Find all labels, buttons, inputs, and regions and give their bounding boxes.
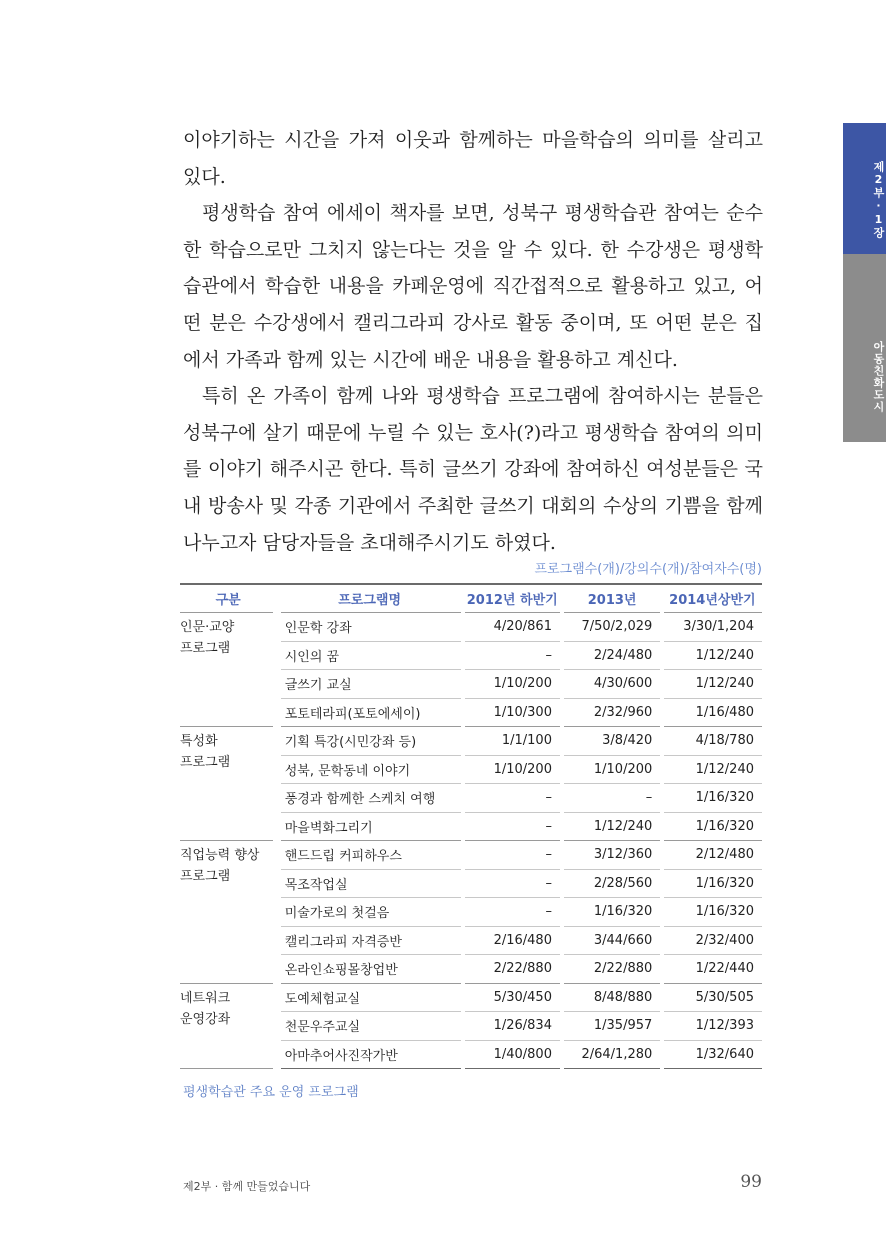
body-paragraph: 특히 온 가족이 함께 나와 평생학습 프로그램에 참여하시는 분들은 성북구에 살기 때문에 누릴 수 있는 호사(?)라고 평생학습 참여의 의미를 이야기 해주시곤 한다. 특히 글쓰기 강좌에 참여하신 여성분들은 국내 방송사 및 각종 기관에서 주최한 글쓰기 대회의 수상의 기쁨을 함께 나누고자 담당자들을 초대해주시기도 하였다. bbox=[183, 385, 763, 554]
program-name-cell: 캘리그라피 자격증반 bbox=[277, 926, 463, 955]
category-cell: 네트워크 운영강좌 bbox=[180, 983, 277, 1069]
body-paragraph: 평생학습 참여 에세이 책자를 보면, 성북구 평생학습관 참여는 순수한 학습으로만 그치지 않는다는 것을 알 수 있다. 한 수강생은 평생학습관에서 학습한 내용을 카페운영에 직간접적으로 활용하고 있고, 어떤 분은 수강생에서 캘리그라피 강사로 활동 중이며, 또 어떤 분은 집에서 가족과 함께 있는 시간에 배운 내용을 활용하고 계신다. bbox=[183, 202, 763, 371]
value-cell: 2/64/1,280 bbox=[562, 1040, 662, 1069]
category-cell: 특성화 프로그램 bbox=[180, 727, 277, 841]
header-2014-h1: 2014년상반기 bbox=[662, 584, 762, 613]
value-cell: 1/26/834 bbox=[463, 1012, 562, 1041]
value-cell: 1/32/640 bbox=[662, 1040, 762, 1069]
category-cell: 인문·교양 프로그램 bbox=[180, 613, 277, 727]
value-cell: 3/30/1,204 bbox=[662, 613, 762, 642]
value-cell: 2/24/480 bbox=[562, 641, 662, 670]
value-cell: 2/16/480 bbox=[463, 926, 562, 955]
value-cell: 4/30/600 bbox=[562, 670, 662, 699]
program-name-cell: 목조작업실 bbox=[277, 869, 463, 898]
footer-section-title: 제2부 · 함께 만들었습니다 bbox=[183, 1180, 311, 1193]
program-name-cell: 포토테라피(포토에세이) bbox=[277, 698, 463, 727]
value-cell: 1/16/480 bbox=[662, 698, 762, 727]
table-caption: 평생학습관 주요 운영 프로그램 bbox=[183, 1085, 359, 1100]
value-cell: 1/16/320 bbox=[662, 898, 762, 927]
program-name-cell: 기획 특강(시민강좌 등) bbox=[277, 727, 463, 756]
value-cell: 3/44/660 bbox=[562, 926, 662, 955]
program-name-cell: 핸드드립 커피하우스 bbox=[277, 841, 463, 870]
value-cell: 1/12/240 bbox=[662, 670, 762, 699]
header-2013: 2013년 bbox=[562, 584, 662, 613]
value-cell: 1/10/200 bbox=[562, 755, 662, 784]
table-header-row bbox=[180, 584, 762, 613]
value-cell: 1/16/320 bbox=[662, 784, 762, 813]
page-number: 99 bbox=[740, 1172, 762, 1192]
program-name-cell: 글쓰기 교실 bbox=[277, 670, 463, 699]
program-name-cell: 미술가로의 첫걸음 bbox=[277, 898, 463, 927]
value-cell: – bbox=[463, 812, 562, 841]
value-cell: 2/22/880 bbox=[562, 955, 662, 984]
program-name-cell: 도예체험교실 bbox=[277, 983, 463, 1012]
table-unit-note: 프로그램수(개)/강의수(개)/참여자수(명) bbox=[534, 562, 762, 577]
program-name-cell: 풍경과 함께한 스케치 여행 bbox=[277, 784, 463, 813]
value-cell: 4/18/780 bbox=[662, 727, 762, 756]
value-cell: – bbox=[463, 784, 562, 813]
value-cell: 2/32/960 bbox=[562, 698, 662, 727]
value-cell: 2/32/400 bbox=[662, 926, 762, 955]
program-name-cell: 성북, 문학동네 이야기 bbox=[277, 755, 463, 784]
value-cell: – bbox=[463, 841, 562, 870]
program-name-cell: 아마추어사진작가반 bbox=[277, 1040, 463, 1069]
value-cell: 7/50/2,029 bbox=[562, 613, 662, 642]
header-2012-h2: 2012년 하반기 bbox=[463, 584, 562, 613]
value-cell: – bbox=[562, 784, 662, 813]
table-row bbox=[180, 613, 762, 642]
table-body bbox=[180, 613, 762, 1069]
value-cell: 3/8/420 bbox=[562, 727, 662, 756]
table-row bbox=[180, 841, 762, 870]
program-name-cell: 천문우주교실 bbox=[277, 1012, 463, 1041]
program-name-cell: 온라인쇼핑몰창업반 bbox=[277, 955, 463, 984]
value-cell: 1/10/300 bbox=[463, 698, 562, 727]
value-cell: 1/12/240 bbox=[662, 641, 762, 670]
value-cell: 1/22/440 bbox=[662, 955, 762, 984]
value-cell: 1/12/240 bbox=[562, 812, 662, 841]
value-cell: 1/16/320 bbox=[562, 898, 662, 927]
chapter-tab-child-friendly-city[interactable]: 아동친화도시 bbox=[843, 254, 886, 442]
value-cell: 2/28/560 bbox=[562, 869, 662, 898]
value-cell: 3/12/360 bbox=[562, 841, 662, 870]
value-cell: 1/10/200 bbox=[463, 670, 562, 699]
program-name-cell: 마을벽화그리기 bbox=[277, 812, 463, 841]
program-name-cell: 인문학 강좌 bbox=[277, 613, 463, 642]
value-cell: – bbox=[463, 898, 562, 927]
header-category: 구분 bbox=[180, 584, 277, 613]
table-row bbox=[180, 983, 762, 1012]
value-cell: 1/1/100 bbox=[463, 727, 562, 756]
header-program-name: 프로그램명 bbox=[277, 584, 463, 613]
program-name-cell: 시인의 꿈 bbox=[277, 641, 463, 670]
category-cell: 직업능력 향상 프로그램 bbox=[180, 841, 277, 984]
value-cell: 1/10/200 bbox=[463, 755, 562, 784]
value-cell: 2/12/480 bbox=[662, 841, 762, 870]
program-table bbox=[180, 583, 762, 1069]
value-cell: 1/16/320 bbox=[662, 869, 762, 898]
value-cell: – bbox=[463, 869, 562, 898]
value-cell: 8/48/880 bbox=[562, 983, 662, 1012]
value-cell: – bbox=[463, 641, 562, 670]
value-cell: 5/30/450 bbox=[463, 983, 562, 1012]
value-cell: 4/20/861 bbox=[463, 613, 562, 642]
body-paragraph: 이야기하는 시간을 가져 이웃과 함께하는 마을학습의 의미를 살리고 있다. bbox=[183, 129, 763, 188]
value-cell: 1/12/393 bbox=[662, 1012, 762, 1041]
value-cell: 2/22/880 bbox=[463, 955, 562, 984]
value-cell: 5/30/505 bbox=[662, 983, 762, 1012]
value-cell: 1/35/957 bbox=[562, 1012, 662, 1041]
body-text bbox=[183, 122, 763, 561]
value-cell: 1/40/800 bbox=[463, 1040, 562, 1069]
chapter-tab-active[interactable]: 제2부·1장 bbox=[843, 123, 886, 254]
value-cell: 1/12/240 bbox=[662, 755, 762, 784]
table-row bbox=[180, 727, 762, 756]
value-cell: 1/16/320 bbox=[662, 812, 762, 841]
